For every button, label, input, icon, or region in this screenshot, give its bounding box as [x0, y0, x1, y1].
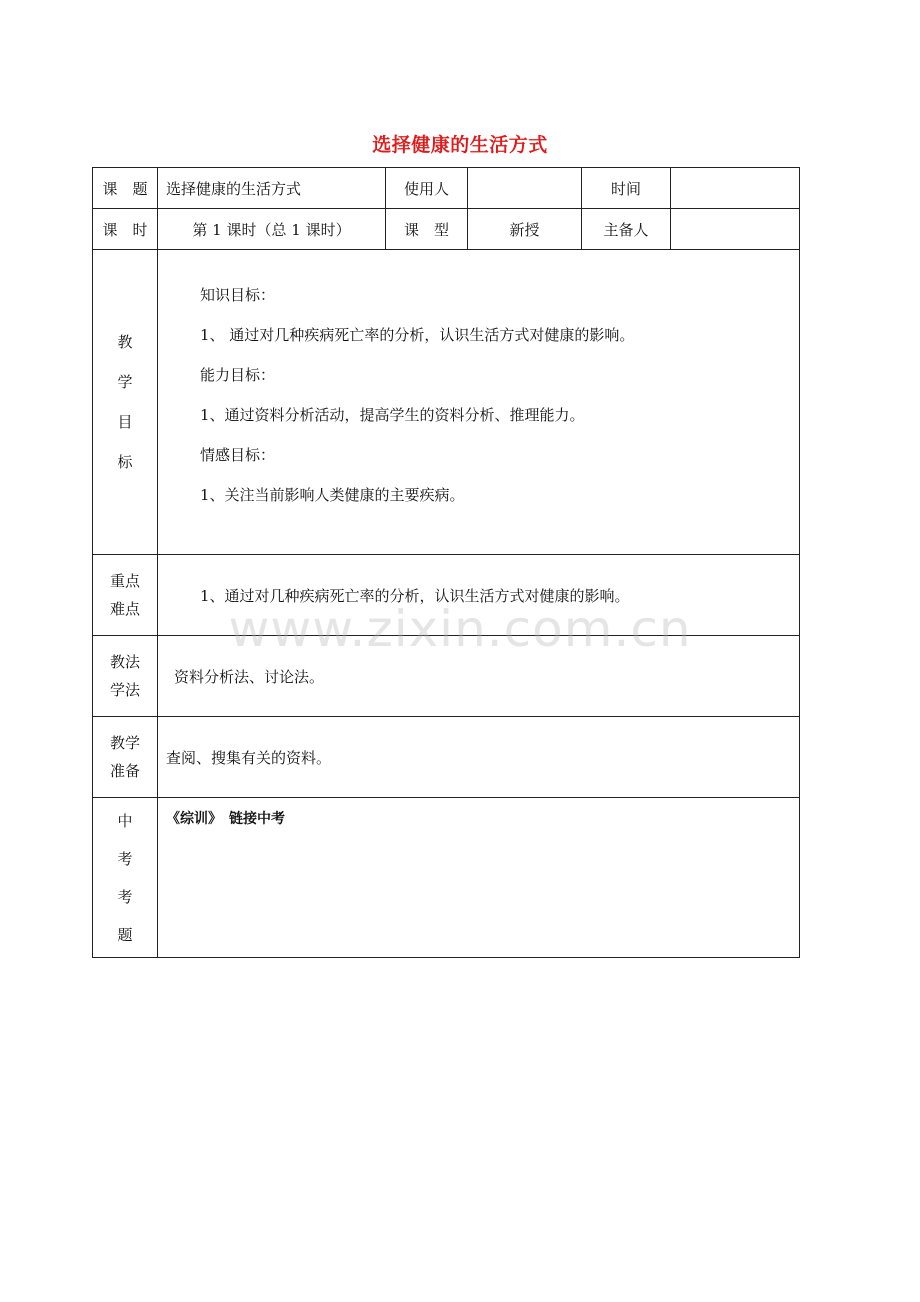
objective-line: 1、关注当前影响人类健康的主要疾病。	[200, 486, 465, 504]
methods-content: 资料分析法、讨论法。	[158, 636, 800, 717]
key-points-content: 1、通过对几种疾病死亡率的分析，认识生活方式对健康的影响。	[158, 555, 800, 636]
label-preparer: 主备人	[582, 209, 671, 250]
methods-row	[93, 636, 800, 717]
key-points-row	[93, 555, 800, 636]
objective-line: 1、通过资料分析活动，提高学生的资料分析、推理能力。	[200, 406, 585, 424]
methods-label-line: 学法	[109, 681, 140, 699]
methods-label	[93, 636, 158, 717]
objectives-label-char: 教	[117, 333, 133, 351]
preparer-value	[671, 209, 800, 250]
exam-content: 《综训》 链接中考	[166, 811, 285, 827]
lesson-plan-table	[92, 167, 800, 958]
type-value: 新授	[468, 209, 582, 250]
label-ke-shi: 课 时	[93, 209, 158, 250]
period-value: 第 1 课时（总 1 课时）	[158, 209, 386, 250]
user-value	[468, 168, 582, 209]
exam-content-cell	[158, 798, 800, 958]
label-user: 使用人	[386, 168, 468, 209]
objective-line: 知识目标：	[200, 286, 276, 304]
objectives-label	[93, 250, 158, 555]
objectives-label-char: 标	[117, 453, 133, 471]
exam-label-char: 中	[117, 811, 133, 830]
objectives-label-char: 学	[117, 373, 133, 391]
exam-label-char: 题	[117, 925, 133, 944]
methods-label-line: 教法	[109, 653, 140, 671]
label-time: 时间	[582, 168, 671, 209]
exam-label	[93, 798, 158, 958]
key-points-label-line: 难点	[109, 600, 140, 618]
exam-label-char: 考	[117, 887, 133, 906]
preparation-content: 查阅、搜集有关的资料。	[158, 717, 800, 798]
preparation-label-line: 准备	[109, 762, 140, 780]
preparation-row	[93, 717, 800, 798]
preparation-label-line: 教学	[109, 734, 140, 752]
key-points-label-line: 重点	[109, 572, 140, 590]
exam-label-char: 考	[117, 849, 133, 868]
label-ke-ti: 课 题	[93, 168, 158, 209]
time-value	[671, 168, 800, 209]
preparation-label	[93, 717, 158, 798]
header-row-2	[93, 209, 800, 250]
document-title: 选择健康的生活方式	[372, 134, 548, 156]
header-row-1	[93, 168, 800, 209]
objective-line: 1、 通过对几种疾病死亡率的分析，认识生活方式对健康的影响。	[200, 326, 635, 344]
objective-line: 能力目标：	[200, 366, 276, 384]
objectives-row	[93, 250, 800, 555]
watermark: www.zixin.com.cn	[228, 600, 692, 658]
objectives-label-char: 目	[117, 413, 133, 431]
key-points-label	[93, 555, 158, 636]
objective-line: 情感目标：	[200, 446, 276, 464]
objectives-content	[158, 250, 800, 555]
label-type: 课 型	[386, 209, 468, 250]
topic-value: 选择健康的生活方式	[158, 168, 386, 209]
exam-row	[93, 798, 800, 958]
